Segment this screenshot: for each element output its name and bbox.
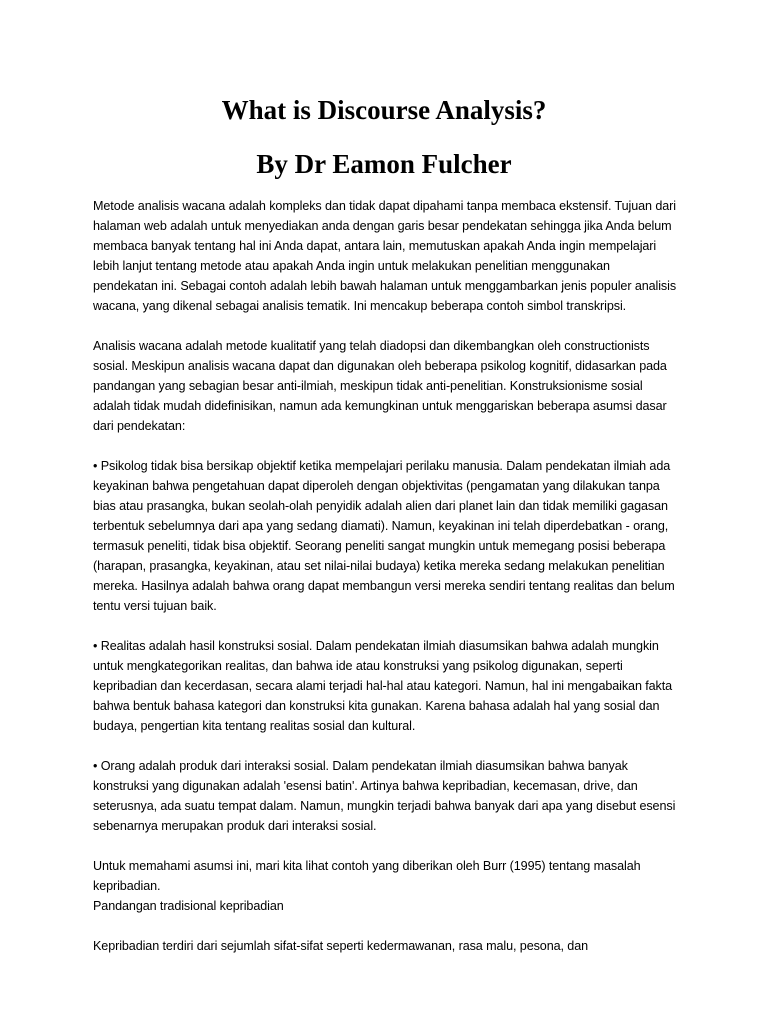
- paragraph-burr-example: Untuk memahami asumsi ini, mari kita lihat contoh yang diberikan oleh Burr (1995) tentang masalah kepribadian.: [93, 859, 641, 893]
- paragraph-intro: Metode analisis wacana adalah kompleks dan tidak dapat dipahami tanpa membaca ekstensif. Tujuan dari halaman web adalah untuk menyediakan anda dengan garis besar pendekatan sehingga jika Anda belum membaca banyak tentang hal ini Anda dapat, antara lain, memutuskan apakah Anda ingin mempelajari lebih lanjut tentang metode atau apakah Anda ingin untuk melakukan penelitian menggunakan pendekatan ini. Sebagai contoh adalah lebih bawah halaman untuk menggambarkan jenis populer analisis wacana, yang dikenal sebagai analisis tematik. Ini mencakup beberapa contoh simbol transkripsi.: [93, 199, 677, 313]
- document-body: [93, 196, 677, 976]
- bullet-reality: • Realitas adalah hasil konstruksi sosial. Dalam pendekatan ilmiah diasumsikan bahwa adalah mungkin untuk mengkategorikan realitas, dan bahwa ide atau konstruksi yang psikolog digunakan, seperti kepribadian dan kecerdasan, secara alami terjadi hal-hal atau kategori. Namun, hal ini mengabaikan fakta bahwa bentuk bahasa kategori dan konstruksi kita gunakan. Karena bahasa adalah hal yang sosial dan budaya, pengertian kita tentang realitas sosial dan kultural.: [93, 639, 673, 733]
- author-line: By Dr Eamon Fulcher: [256, 149, 512, 179]
- bullet-people: • Orang adalah produk dari interaksi sosial. Dalam pendekatan ilmiah diasumsikan bahwa banyak konstruksi yang digunakan adalah 'esensi batin'. Artinya bahwa kepribadian, kecemasan, drive, dan seterusnya, ada suatu tempat dalam. Namun, mungkin terjadi bahwa banyak dari apa yang disebut esensi sebenarnya merupakan produk dari interaksi sosial.: [93, 759, 676, 833]
- paragraph-social-constructionism: Analisis wacana adalah metode kualitatif yang telah diadopsi dan dikembangkan oleh constructionists sosial. Meskipun analisis wacana dapat dan digunakan oleh beberapa psikolog kognitif, didasarkan pada pandangan yang sebagian besar anti-ilmiah, meskipun tidak anti-penelitian. Konstruksionisme sosial adalah tidak mudah didefinisikan, namun ada kemungkinan untuk menggariskan beberapa asumsi dasar dari pendekatan:: [93, 339, 667, 433]
- paragraph-personality: Kepribadian terdiri dari sejumlah sifat-sifat seperti kedermawanan, rasa malu, pesona, dan: [93, 939, 589, 953]
- document-title: What is Discourse Analysis?: [221, 95, 547, 125]
- subheading-traditional-view: Pandangan tradisional kepribadian: [93, 899, 284, 913]
- bullet-objectivity: • Psikolog tidak bisa bersikap objektif ketika mempelajari perilaku manusia. Dalam pendekatan ilmiah ada keyakinan bahwa pengetahuan dapat diperoleh dengan objektivitas (pengamatan yang dilakukan tanpa bias atau prasangka, bukan seolah-olah penyidik adalah alien dari planet lain dan tidak memiliki gagasan terbentuk sebelumnya dari apa yang sedang diamati). Namun, keyakinan ini telah diperdebatkan - orang, termasuk peneliti, tidak bisa objektif. Seorang peneliti sangat mungkin untuk memegang posisi beberapa (harapan, prasangka, keyakinan, atau set nilai-nilai budaya) ketika mereka sedang melakukan penelitian mereka. Hasilnya adalah bahwa orang dapat membangun versi mereka sendiri tentang realitas dan belum tentu versi tujuan baik.: [93, 459, 675, 613]
